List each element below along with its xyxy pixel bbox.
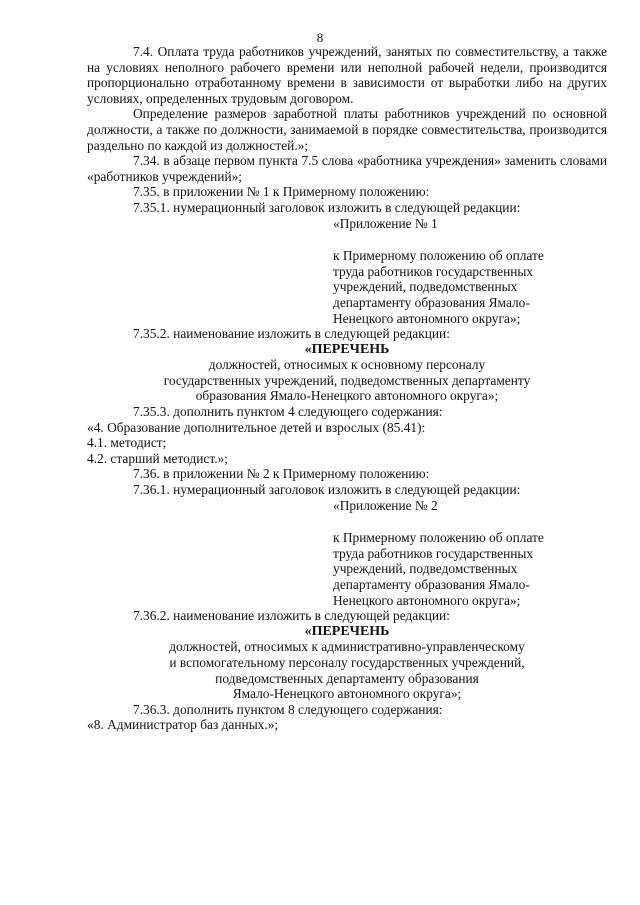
paragraph-7-35-2: 7.35.2. наименование изложить в следующей редакции:: [133, 326, 450, 342]
list-2-line-4: Ямало-Ненецкого автономного округа»;: [232, 686, 462, 702]
appendix-1-title: «Приложение № 1: [333, 215, 438, 231]
paragraph-7-4-continued: Определение размеров заработной платы работников учреждений по основной должности, а также по должности, занимаемой в порядке совместительства, производится раздельно по каждой из должностей.»;: [87, 106, 607, 153]
list-2-line-3: подведомственных департаменту образования: [215, 670, 479, 686]
list-2-heading: «ПЕРЕЧЕНЬ: [304, 623, 390, 639]
list-2-line-2: и вспомогательному персоналу государственных учреждений,: [169, 654, 525, 670]
item-4-2: 4.2. старший методист.»;: [87, 450, 228, 466]
list-1-line-3: образования Ямало-Ненецкого автономного округа»;: [195, 388, 499, 404]
paragraph-7-36: 7.36. в приложении № 2 к Примерному положению:: [133, 466, 430, 482]
paragraph-7-36-1: 7.36.1. нумерационный заголовок изложить в следующей редакции:: [133, 482, 521, 498]
appendix-1-body: к Примерному положению об оплате труда работников государственных учреждений, подведомственных департаменту образования Ямало-Ненецкого автономного округа»;: [333, 248, 544, 326]
appendix-2-title: «Приложение № 2: [333, 497, 438, 513]
paragraph-7-36-2: 7.36.2. наименование изложить в следующей редакции:: [133, 608, 450, 624]
paragraph-7-34: 7.34. в абзаце первом пункта 7.5 слова «работника учреждения» заменить словами «работников учреждений»;: [87, 153, 607, 184]
paragraph-7-35-1: 7.35.1. нумерационный заголовок изложить в следующей редакции:: [133, 199, 521, 215]
list-1-line-2: государственных учреждений, подведомственных департаменту: [163, 372, 531, 388]
paragraph-7-4: 7.4. Оплата труда работников учреждений, занятых по совместительству, а также на условиях неполного рабочего времени или неполной рабочей недели, производится пропорционально отработанному времени в зависимости от выработки либо на других условиях, определенных трудовым договором.: [87, 44, 607, 106]
list-1-line-1: должностей, относимых к основному персоналу: [208, 357, 486, 373]
paragraph-7-35-3: 7.35.3. дополнить пунктом 4 следующего содержания:: [133, 404, 443, 420]
paragraph-7-36-3: 7.36.3. дополнить пунктом 8 следующего содержания:: [133, 701, 443, 717]
item-8: «8. Администратор баз данных.»;: [87, 717, 279, 733]
appendix-2-body: к Примерному положению об оплате труда работников государственных учреждений, подведомственных департаменту образования Ямало-Ненецкого автономного округа»;: [333, 530, 544, 608]
item-4: «4. Образование дополнительное детей и взрослых (85.41):: [87, 419, 426, 435]
page-number: 8: [316, 30, 324, 45]
list-2-line-1: должностей, относимых к административно-управленческому: [169, 639, 525, 655]
document-body: [87, 44, 607, 733]
list-1-heading: «ПЕРЕЧЕНЬ: [304, 341, 390, 357]
paragraph-7-35: 7.35. в приложении № 1 к Примерному положению:: [133, 184, 430, 200]
spacer: [87, 231, 607, 248]
item-4-1: 4.1. методист;: [87, 435, 167, 451]
spacer: [87, 513, 607, 530]
